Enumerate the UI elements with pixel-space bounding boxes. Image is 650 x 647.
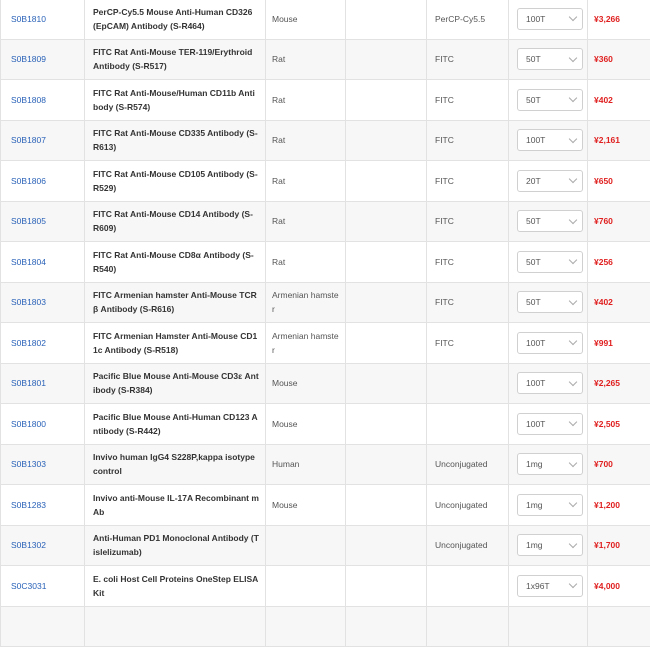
empty-cell <box>346 282 427 323</box>
host-species <box>266 566 346 607</box>
product-name[interactable]: Invivo anti-Mouse IL-17A Recombinant mAb <box>85 485 266 526</box>
host-species: Rat <box>266 80 346 121</box>
size-select[interactable] <box>517 170 583 192</box>
product-name[interactable]: E. coli Host Cell Proteins OneStep ELISA Kit <box>85 566 266 607</box>
empty-cell <box>346 363 427 404</box>
table-row <box>1 0 650 39</box>
product-name[interactable]: FITC Rat Anti-Mouse CD105 Antibody (S-R529) <box>85 161 266 202</box>
chevron-down-icon <box>569 297 577 305</box>
product-code-cell <box>1 120 85 161</box>
price: ¥256 <box>588 242 650 283</box>
table-row <box>1 566 650 607</box>
empty-cell <box>346 242 427 283</box>
size-select-value: 100T <box>526 419 545 429</box>
table-row <box>1 242 650 283</box>
empty-cell <box>346 0 427 39</box>
chevron-down-icon <box>569 418 577 426</box>
host-species: Rat <box>266 242 346 283</box>
size-select-value: 1mg <box>526 540 543 550</box>
host-species: Mouse <box>266 363 346 404</box>
size-select-value: 100T <box>526 14 545 24</box>
size-cell <box>509 80 588 121</box>
chevron-down-icon <box>569 216 577 224</box>
product-code-link[interactable]: S0B1800 <box>11 419 46 429</box>
host-species: Rat <box>266 120 346 161</box>
size-cell <box>509 566 588 607</box>
product-code-link[interactable]: S0B1805 <box>11 216 46 226</box>
product-name[interactable]: FITC Rat Anti-Mouse CD14 Antibody (S-R609) <box>85 201 266 242</box>
chevron-down-icon <box>569 54 577 62</box>
product-code-link[interactable]: S0B1804 <box>11 257 46 267</box>
table-row <box>1 323 650 364</box>
conjugate: FITC <box>427 323 509 364</box>
price: ¥2,161 <box>588 120 650 161</box>
product-code-link[interactable]: S0B1302 <box>11 540 46 550</box>
chevron-down-icon <box>569 459 577 467</box>
product-code-link[interactable]: S0B1303 <box>11 459 46 469</box>
chevron-down-icon <box>569 175 577 183</box>
product-name[interactable]: FITC Rat Anti-Mouse CD8α Antibody (S-R540) <box>85 242 266 283</box>
chevron-down-icon <box>569 499 577 507</box>
product-code-cell <box>1 323 85 364</box>
size-cell <box>509 323 588 364</box>
price: ¥1,200 <box>588 485 650 526</box>
chevron-down-icon <box>569 13 577 21</box>
size-select[interactable] <box>517 413 583 435</box>
product-code-link[interactable]: S0B1802 <box>11 338 46 348</box>
conjugate <box>427 404 509 445</box>
size-select-value: 1x96T <box>526 581 550 591</box>
host-species: Rat <box>266 201 346 242</box>
conjugate: Unconjugated <box>427 525 509 566</box>
table-row <box>1 525 650 566</box>
size-select-value: 50T <box>526 54 541 64</box>
size-select[interactable] <box>517 291 583 313</box>
size-cell <box>509 363 588 404</box>
product-code-cell <box>1 566 85 607</box>
size-cell <box>509 282 588 323</box>
host-species: Armenian hamster <box>266 282 346 323</box>
price: ¥991 <box>588 323 650 364</box>
size-cell <box>509 404 588 445</box>
size-select-value: 100T <box>526 378 545 388</box>
chevron-down-icon <box>569 337 577 345</box>
size-cell <box>509 39 588 80</box>
conjugate: FITC <box>427 120 509 161</box>
product-code-cell <box>1 161 85 202</box>
product-name[interactable] <box>85 606 266 647</box>
size-select[interactable] <box>517 453 583 475</box>
conjugate: Unconjugated <box>427 485 509 526</box>
product-code-link[interactable]: S0B1803 <box>11 297 46 307</box>
empty-cell <box>346 606 427 647</box>
empty-cell <box>346 444 427 485</box>
size-select[interactable] <box>517 534 583 556</box>
product-code-cell <box>1 485 85 526</box>
table-row <box>1 201 650 242</box>
product-name[interactable]: Pacific Blue Mouse Anti-Mouse CD3ε Antibody (S-R384) <box>85 363 266 404</box>
chevron-down-icon <box>569 256 577 264</box>
host-species: Mouse <box>266 0 346 39</box>
host-species: Mouse <box>266 485 346 526</box>
host-species: Rat <box>266 161 346 202</box>
product-name[interactable]: FITC Armenian hamster Anti-Mouse TCR β Antibody (S-R616) <box>85 282 266 323</box>
empty-cell <box>346 404 427 445</box>
size-select[interactable] <box>517 48 583 70</box>
product-code-cell <box>1 39 85 80</box>
product-code-cell <box>1 363 85 404</box>
product-name[interactable]: FITC Rat Anti-Mouse TER-119/Erythroid Antibody (S-R517) <box>85 39 266 80</box>
empty-cell <box>346 120 427 161</box>
table-row <box>1 39 650 80</box>
product-code-link[interactable]: S0B1801 <box>11 378 46 388</box>
empty-cell <box>346 566 427 607</box>
product-name[interactable]: FITC Rat Anti-Mouse/Human CD11b Antibody (S-R574) <box>85 80 266 121</box>
product-code-link[interactable]: S0B1807 <box>11 135 46 145</box>
price <box>588 606 650 647</box>
product-name[interactable]: FITC Armenian Hamster Anti-Mouse CD11c Antibody (S-R518) <box>85 323 266 364</box>
size-select[interactable] <box>517 332 583 354</box>
empty-cell <box>346 525 427 566</box>
conjugate: FITC <box>427 39 509 80</box>
price: ¥360 <box>588 39 650 80</box>
size-cell <box>509 525 588 566</box>
host-species <box>266 525 346 566</box>
product-code-cell <box>1 282 85 323</box>
chevron-down-icon <box>569 94 577 102</box>
host-species: Rat <box>266 39 346 80</box>
conjugate <box>427 566 509 607</box>
table-row <box>1 606 650 647</box>
host-species: Armenian hamster <box>266 323 346 364</box>
price: ¥4,000 <box>588 566 650 607</box>
conjugate: FITC <box>427 282 509 323</box>
size-select[interactable] <box>517 575 583 597</box>
size-select-value: 20T <box>526 176 541 186</box>
empty-cell <box>346 485 427 526</box>
price: ¥3,266 <box>588 0 650 39</box>
price: ¥760 <box>588 201 650 242</box>
size-cell <box>509 606 588 647</box>
conjugate: FITC <box>427 80 509 121</box>
conjugate <box>427 606 509 647</box>
product-code-link[interactable]: S0B1808 <box>11 95 46 105</box>
conjugate <box>427 363 509 404</box>
size-cell <box>509 485 588 526</box>
table-row <box>1 444 650 485</box>
table-row <box>1 363 650 404</box>
size-cell <box>509 242 588 283</box>
product-code-cell <box>1 0 85 39</box>
size-select[interactable] <box>517 129 583 151</box>
empty-cell <box>346 80 427 121</box>
price: ¥2,265 <box>588 363 650 404</box>
size-cell <box>509 201 588 242</box>
product-name[interactable]: Invivo human IgG4 S228P,kappa isotype control <box>85 444 266 485</box>
chevron-down-icon <box>569 135 577 143</box>
size-select[interactable] <box>517 89 583 111</box>
host-species: Human <box>266 444 346 485</box>
price: ¥402 <box>588 80 650 121</box>
size-select[interactable] <box>517 372 583 394</box>
table-row <box>1 161 650 202</box>
size-select[interactable] <box>517 210 583 232</box>
conjugate: FITC <box>427 242 509 283</box>
size-select-value: 100T <box>526 338 545 348</box>
table-row <box>1 120 650 161</box>
chevron-down-icon <box>569 580 577 588</box>
table-row <box>1 80 650 121</box>
price: ¥650 <box>588 161 650 202</box>
host-species <box>266 606 346 647</box>
empty-cell <box>346 39 427 80</box>
product-code-cell <box>1 242 85 283</box>
conjugate: PerCP-Cy5.5 <box>427 0 509 39</box>
size-select[interactable] <box>517 494 583 516</box>
product-code-cell <box>1 525 85 566</box>
size-select-value: 50T <box>526 297 541 307</box>
product-name[interactable]: PerCP-Cy5.5 Mouse Anti-Human CD326 (EpCAM) Antibody (S-R464) <box>85 0 266 39</box>
size-cell <box>509 444 588 485</box>
product-code-cell <box>1 606 85 647</box>
price: ¥2,505 <box>588 404 650 445</box>
size-cell <box>509 0 588 39</box>
size-select[interactable] <box>517 251 583 273</box>
size-cell <box>509 120 588 161</box>
size-cell <box>509 161 588 202</box>
chevron-down-icon <box>569 540 577 548</box>
product-code-cell <box>1 201 85 242</box>
price: ¥402 <box>588 282 650 323</box>
size-select-value: 50T <box>526 257 541 267</box>
price: ¥700 <box>588 444 650 485</box>
table-row <box>1 282 650 323</box>
product-code-link[interactable]: S0B1810 <box>11 14 46 24</box>
empty-cell <box>346 201 427 242</box>
product-code-cell <box>1 444 85 485</box>
conjugate: FITC <box>427 161 509 202</box>
size-select-value: 1mg <box>526 459 543 469</box>
price: ¥1,700 <box>588 525 650 566</box>
table-row <box>1 485 650 526</box>
product-code-cell <box>1 80 85 121</box>
host-species: Mouse <box>266 404 346 445</box>
product-name[interactable]: Anti-Human PD1 Monoclonal Antibody (Tislelizumab) <box>85 525 266 566</box>
conjugate: Unconjugated <box>427 444 509 485</box>
product-code-link[interactable]: S0B1806 <box>11 176 46 186</box>
size-select-value: 1mg <box>526 500 543 510</box>
product-name[interactable]: Pacific Blue Mouse Anti-Human CD123 Antibody (S-R442) <box>85 404 266 445</box>
size-select-value: 100T <box>526 135 545 145</box>
empty-cell <box>346 323 427 364</box>
chevron-down-icon <box>569 378 577 386</box>
product-code-link[interactable]: S0C3031 <box>11 581 46 591</box>
empty-cell <box>346 161 427 202</box>
size-select-value: 50T <box>526 216 541 226</box>
size-select[interactable] <box>517 8 583 30</box>
product-code-link[interactable]: S0B1809 <box>11 54 46 64</box>
product-code-cell <box>1 404 85 445</box>
table-row <box>1 404 650 445</box>
product-name[interactable]: FITC Rat Anti-Mouse CD335 Antibody (S-R613) <box>85 120 266 161</box>
size-select-value: 50T <box>526 95 541 105</box>
conjugate: FITC <box>427 201 509 242</box>
product-code-link[interactable]: S0B1283 <box>11 500 46 510</box>
